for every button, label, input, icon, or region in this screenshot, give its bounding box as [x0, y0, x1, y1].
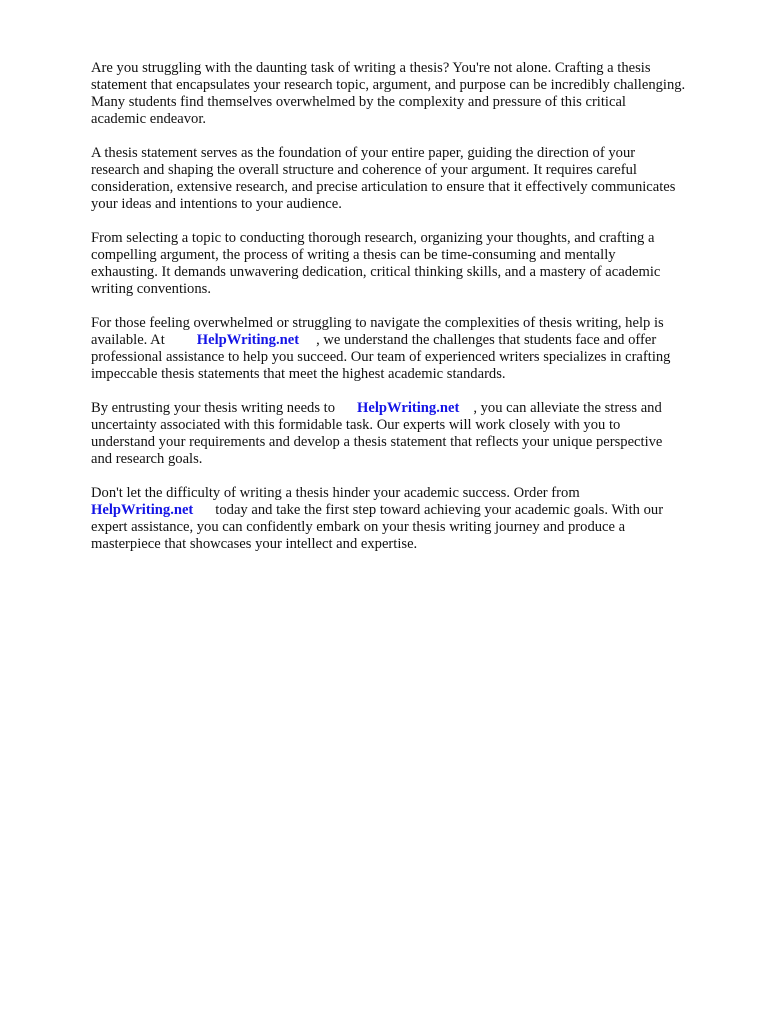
text-line: uncertainty associated with this formidable task. Our experts will work closely with you to [91, 417, 621, 433]
helpwriting-link[interactable]: HelpWriting.net [357, 400, 460, 416]
text-line [91, 400, 731, 417]
text-line: masterpiece that showcases your intellect and expertise. [91, 536, 418, 552]
helpwriting-link[interactable]: HelpWriting.net [91, 502, 194, 518]
paragraph-3 [91, 230, 731, 298]
helpwriting-link[interactable]: HelpWriting.net [196, 332, 300, 348]
paragraph-1 [91, 60, 731, 128]
text-fragment: , you can alleviate the stress and [473, 400, 662, 416]
text-line: consideration, extensive research, and precise articulation to ensure that it effectively communicates [91, 179, 676, 195]
text-line: and research goals. [91, 451, 203, 467]
text-line [91, 502, 731, 519]
text-line: A thesis statement serves as the foundation of your entire paper, guiding the direction of your [91, 145, 636, 161]
document-body [91, 60, 731, 570]
text-fragment: available. At [91, 332, 165, 348]
text-line [91, 332, 731, 349]
text-line: From selecting a topic to conducting thorough research, organizing your thoughts, and crafting a [91, 230, 655, 246]
paragraph-6 [91, 485, 731, 553]
text-line: Are you struggling with the daunting task of writing a thesis? You're not alone. Crafting a thesis [91, 60, 651, 76]
paragraph-5 [91, 400, 731, 468]
text-line: For those feeling overwhelmed or struggling to navigate the complexities of thesis writing, help is [91, 315, 664, 331]
text-line: writing conventions. [91, 281, 211, 297]
text-line: exhausting. It demands unwavering dedication, critical thinking skills, and a mastery of academic [91, 264, 661, 280]
text-fragment: By entrusting your thesis writing needs to [91, 400, 336, 416]
text-line: statement that encapsulates your research topic, argument, and purpose can be incredibly challenging. [91, 77, 686, 93]
text-line: your ideas and intentions to your audience. [91, 196, 342, 212]
text-fragment: today and take the first step toward achieving your academic goals. With our [215, 502, 664, 518]
text-line: professional assistance to help you succeed. Our team of experienced writers specializes in crafting [91, 349, 671, 365]
text-line: compelling argument, the process of writing a thesis can be time-consuming and mentally [91, 247, 616, 263]
text-line: impeccable thesis statements that meet the highest academic standards. [91, 366, 506, 382]
text-line: research and shaping the overall structure and coherence of your argument. It requires careful [91, 162, 637, 178]
text-line: academic endeavor. [91, 111, 207, 127]
text-line: expert assistance, you can confidently embark on your thesis writing journey and produce a [91, 519, 626, 535]
paragraph-2 [91, 145, 731, 213]
text-line: understand your requirements and develop a thesis statement that reflects your unique perspective [91, 434, 663, 450]
text-line: Many students find themselves overwhelmed by the complexity and pressure of this critical [91, 94, 626, 110]
text-line: Don't let the difficulty of writing a thesis hinder your academic success. Order from [91, 485, 580, 501]
text-fragment: , we understand the challenges that students face and offer [316, 332, 657, 348]
paragraph-4 [91, 315, 731, 383]
